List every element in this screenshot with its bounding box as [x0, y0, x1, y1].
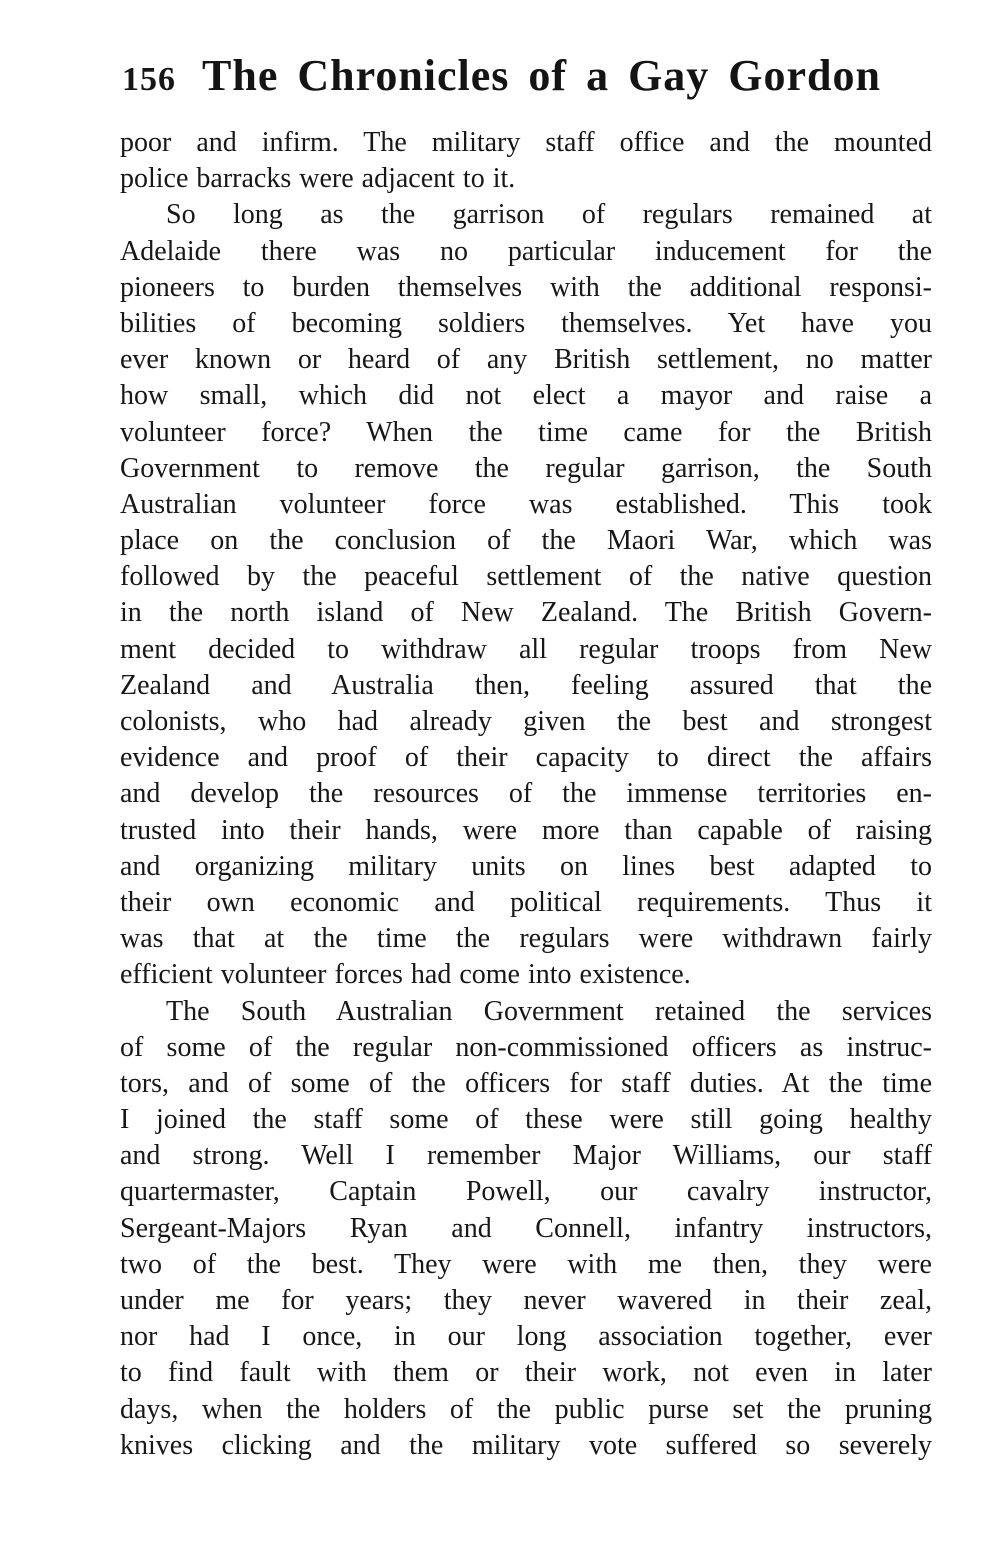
text-line: in the north island of New Zealand. The British Govern- [120, 597, 932, 629]
text-line: under me for years; they never wavered in their zeal, [120, 1285, 932, 1316]
text-line: and strong. Well I remember Major Williams, our staff [120, 1140, 932, 1172]
text-line: to find fault with them or their work, not even in later [120, 1357, 932, 1389]
page-body [120, 125, 932, 1464]
text-line: nor had I once, in our long association together, ever [120, 1321, 932, 1353]
text-line: was that at the time the regulars were withdrawn fairly [120, 923, 932, 955]
text-line: how small, which did not elect a mayor and raise a [120, 380, 932, 412]
text-line: and develop the resources of the immense territories en- [120, 778, 932, 810]
text-line: quartermaster, Captain Powell, our cavalry instructor, [120, 1176, 932, 1208]
text-line: colonists, who had already given the best and strongest [120, 706, 932, 737]
text-line: knives clicking and the military vote suffered so severely [120, 1429, 932, 1461]
text-line: Zealand and Australia then, feeling assured that the [120, 669, 932, 701]
text-line: I joined the staff some of these were still going healthy [120, 1104, 932, 1136]
text-line: place on the conclusion of the Maori War, which was [120, 525, 932, 557]
text-line: volunteer force? When the time came for the British [120, 416, 932, 448]
text-line: their own economic and political requirements. Thus it [120, 886, 932, 918]
page-title: The Chronicles of a Gay Gordon [202, 51, 882, 100]
text-line: pioneers to burden themselves with the additional responsi- [120, 271, 932, 303]
text-line: ment decided to withdraw all regular troops from New [120, 633, 932, 665]
text-line: So long as the garrison of regulars remained at [166, 199, 932, 231]
text-line: Sergeant-Majors Ryan and Connell, infantry instructors, [120, 1212, 932, 1244]
text-line: bilities of becoming soldiers themselves. Yet have you [120, 307, 932, 339]
text-line: and organizing military units on lines best adapted to [120, 850, 932, 882]
text-line: poor and infirm. The military staff office and the mounted [120, 127, 932, 158]
text-line: The South Australian Government retained the services [166, 995, 932, 1027]
text-line: evidence and proof of their capacity to direct the affairs [120, 742, 932, 774]
text-line: trusted into their hands, were more than capable of raising [120, 814, 932, 846]
text-line: police barracks were adjacent to it. [120, 163, 516, 195]
text-line: Australian volunteer force was established. This took [120, 488, 932, 520]
text-line: efficient volunteer forces had come into existence. [120, 959, 691, 991]
text-line: days, when the holders of the public purse set the pruning [120, 1393, 932, 1425]
text-line: Government to remove the regular garrison, the South [120, 452, 932, 484]
page-header [122, 50, 932, 101]
text-line: of some of the regular non-commissioned officers as instruc- [120, 1031, 932, 1063]
text-line: Adelaide there was no particular inducement for the [120, 235, 932, 267]
text-line: two of the best. They were with me then, they were [120, 1248, 932, 1280]
text-line: followed by the peaceful settlement of the native question [120, 561, 932, 593]
text-line: tors, and of some of the officers for staff duties. At the time [120, 1067, 932, 1099]
text-line: ever known or heard of any British settlement, no matter [120, 344, 932, 376]
page-number: 156 [122, 61, 176, 98]
